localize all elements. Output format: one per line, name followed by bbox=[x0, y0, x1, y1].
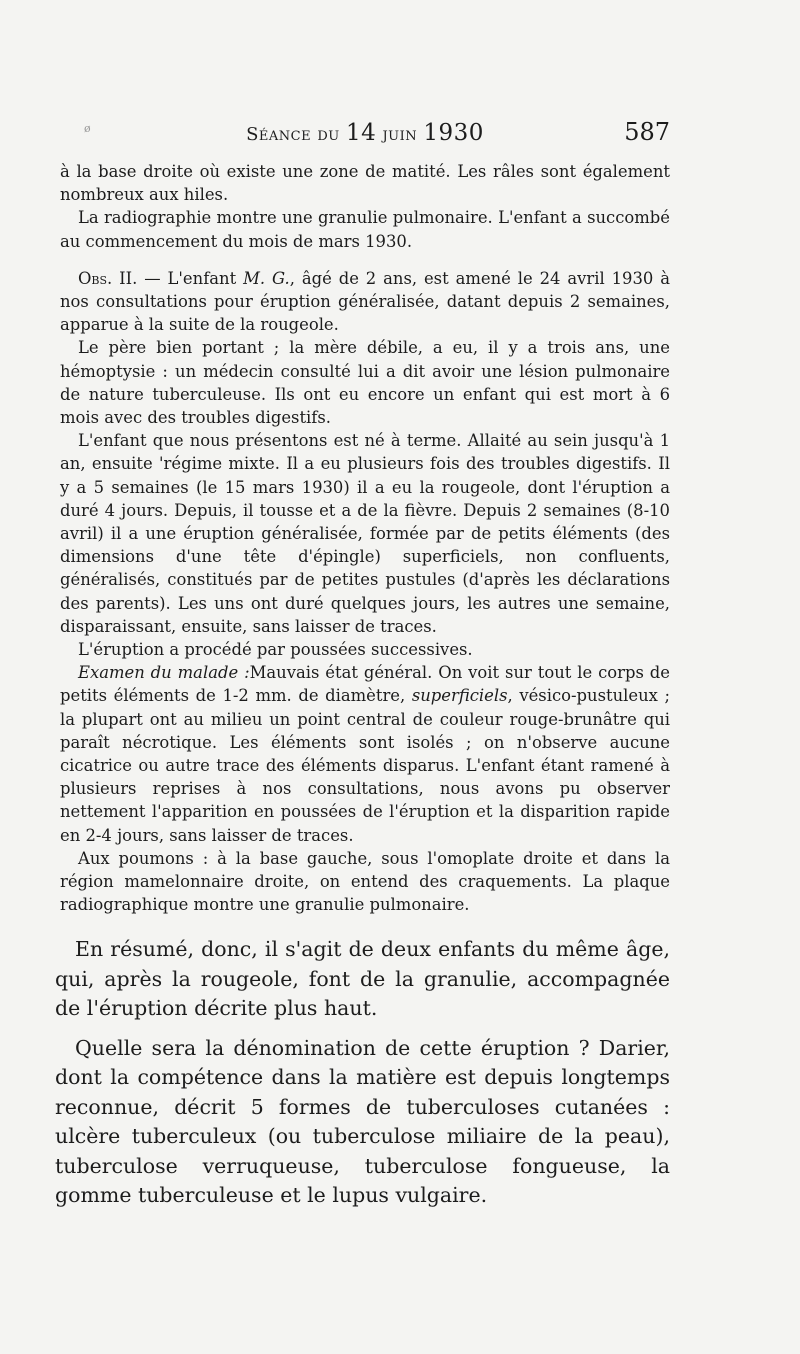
obs-label: Obs. II. bbox=[78, 268, 138, 288]
case-observations bbox=[60, 160, 670, 917]
examen-part2: , vésico-pustuleux ; la plupart ont au milieu un point central de couleur rouge-brunâtre qui paraît nécrotique. Les éléments sont isolés ; on n'observe aucune cicatrice ou autre trace des éléments disparus. L'enfant étant ramené à plusieurs reprises à nos consultations, nous avons pu observer nettement l'apparition en poussées de l'éruption et la disparition rapide en 2-4 jours, sans laisser de traces. bbox=[60, 686, 671, 845]
header-title bbox=[60, 120, 670, 146]
obs-post: , âgé de 2 ans, est amené le 24 avril 1930 à nos consultations pour éruption généralisée, datant depuis 2 semaines, apparue à la suite de la rougeole. bbox=[60, 268, 670, 335]
running-header bbox=[60, 118, 670, 148]
header-month: juin bbox=[382, 124, 418, 145]
obs-pre: L'enfant bbox=[167, 268, 237, 288]
paragraph: Aux poumons : à la base gauche, sous l'omoplate droite et dans la région mamelonnaire droite, on entend des craquements. La plaque radiographique montre une granulie pulmonaire. bbox=[60, 848, 670, 915]
paragraph: L'enfant que nous présentons est né à terme. Allaité au sein jusqu'à 1 an, ensuite 'régime mixte. Il a eu plusieurs fois des troubles digestifs. Il y a 5 semaines (le 15 mars 1930) il a eu la rougeole, dont l'éruption a duré 4 jours. Depuis, il tousse et a de la fièvre. Depuis 2 semaines (8-10 avril) il a une éruption généralisée, formée par de petits éléments (des dimensions d'une tête d'épingle) superficiels, non confluents, généralisés, constitués par de petites pustules (d'après les déclarations des parents). Les uns ont duré quelques jours, les autres une semaine, disparaissant, ensuite, sans laisser de traces. bbox=[60, 431, 670, 636]
paragraph: Le père bien portant ; la mère débile, a eu, il y a trois ans, une hémoptysie : un médecin consulté lui a dit avoir une lésion pulmonaire de nature tuberculeuse. Ils ont eu encore un enfant qui est mort à 6 mois avec des troubles digestifs. bbox=[60, 338, 670, 428]
paragraph: En résumé, donc, il s'agit de deux enfants du même âge, qui, après la rougeole, font de la granulie, accompagnée de l'éruption décrite plus haut. bbox=[55, 937, 670, 1020]
examen-part1: Mauvais état général. On voit sur tout le corps de petits éléments de 1-2 mm. de diamètre, bbox=[60, 663, 670, 706]
header-year: 1930 bbox=[423, 120, 484, 146]
header-day: 14 bbox=[345, 120, 377, 146]
paragraph: L'éruption a procédé par poussées successives. bbox=[78, 640, 473, 660]
discussion bbox=[55, 935, 670, 1221]
patient-initials: M. G. bbox=[243, 268, 290, 288]
paragraph: à la base droite où existe une zone de matité. Les râles sont également nombreux aux hiles. bbox=[60, 162, 670, 205]
paragraph: Quelle sera la dénomination de cette éruption ? Darier, dont la compétence dans la matière est depuis longtemps reconnue, décrit 5 formes de tuberculoses cutanées : ulcère tuberculeux (ou tuberculose miliaire de la peau), tuberculose verruqueuse, tuberculose fongueuse, la gomme tuberculeuse et le lupus vulgaire. bbox=[55, 1035, 670, 1207]
obs-dash: — bbox=[144, 268, 161, 288]
examen-paragraph bbox=[60, 661, 670, 847]
examen-italic-word: superficiels bbox=[411, 686, 508, 706]
examen-label: Examen du malade : bbox=[78, 663, 250, 683]
header-title-prefix: Séance du bbox=[246, 124, 340, 145]
paragraph: La radiographie montre une granulie pulmonaire. L'enfant a succombé au commencement du mois de mars 1930. bbox=[60, 208, 670, 251]
page-number: 587 bbox=[624, 118, 670, 146]
margin-mark: ø bbox=[84, 122, 91, 135]
obs-ii-paragraph bbox=[60, 267, 670, 337]
